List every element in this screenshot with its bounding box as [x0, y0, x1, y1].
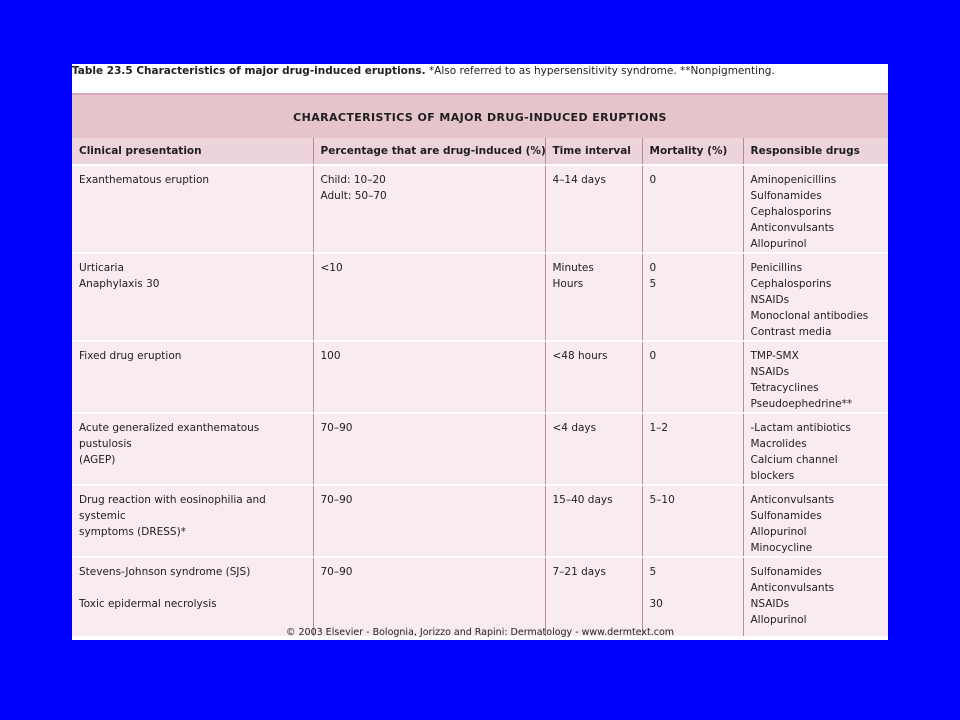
cell-percentage: 70–90 — [313, 557, 545, 637]
cell-responsible-drugs: Sulfonamides Anticonvulsants NSAIDs Allopurinol — [743, 557, 888, 637]
cell-time-interval: 4–14 days — [545, 165, 642, 253]
header-row — [72, 138, 888, 165]
table-row — [72, 557, 888, 637]
cell-clinical-presentation: Fixed drug eruption — [72, 341, 313, 413]
table-row — [72, 253, 888, 341]
cell-responsible-drugs: -Lactam antibiotics Macrolides Calcium channel blockers — [743, 413, 888, 485]
header-clinical-presentation: Clinical presentation — [72, 138, 313, 165]
cell-time-interval: <48 hours — [545, 341, 642, 413]
cell-percentage: <10 — [313, 253, 545, 341]
cell-clinical-presentation: Exanthematous eruption — [72, 165, 313, 253]
cell-mortality: 5 30 — [642, 557, 743, 637]
table-banner — [72, 93, 888, 139]
cell-responsible-drugs: TMP-SMX NSAIDs Tetracyclines Pseudoephedrine** — [743, 341, 888, 413]
header-percentage: Percentage that are drug-induced (%) — [313, 138, 545, 165]
cell-responsible-drugs: Penicillins Cephalosporins NSAIDs Monoclonal antibodies Contrast media — [743, 253, 888, 341]
cell-time-interval: 15–40 days — [545, 485, 642, 557]
cell-percentage: 70–90 — [313, 413, 545, 485]
cell-time-interval: <4 days — [545, 413, 642, 485]
table-row — [72, 341, 888, 413]
cell-responsible-drugs: Anticonvulsants Sulfonamides Allopurinol Minocycline — [743, 485, 888, 557]
cell-responsible-drugs: Aminopenicillins Sulfonamides Cephalosporins Anticonvulsants Allopurinol — [743, 165, 888, 253]
cell-mortality: 1–2 — [642, 413, 743, 485]
cell-mortality: 0 5 — [642, 253, 743, 341]
table-row — [72, 413, 888, 485]
header-mortality: Mortality (%) — [642, 138, 743, 165]
slide — [72, 64, 888, 640]
cell-time-interval: 7–21 days — [545, 557, 642, 637]
banner-title: CHARACTERISTICS OF MAJOR DRUG-INDUCED ERUPTIONS — [293, 110, 667, 124]
cell-percentage: Child: 10–20 Adult: 50–70 — [313, 165, 545, 253]
header-responsible-drugs: Responsible drugs — [743, 138, 888, 165]
table-row — [72, 485, 888, 557]
caption-label: Table 23.5 Characteristics of major drug-induced eruptions. — [72, 65, 426, 77]
table-row — [72, 165, 888, 253]
cell-clinical-presentation: Urticaria Anaphylaxis 30 — [72, 253, 313, 341]
cell-mortality: 0 — [642, 341, 743, 413]
header-time-interval: Time interval — [545, 138, 642, 165]
cell-mortality: 5–10 — [642, 485, 743, 557]
cell-mortality: 0 — [642, 165, 743, 253]
cell-percentage: 100 — [313, 341, 545, 413]
cell-clinical-presentation: Acute generalized exanthematous pustulosis (AGEP) — [72, 413, 313, 485]
caption-note: *Also referred to as hypersensitivity syndrome. **Nonpigmenting. — [425, 65, 775, 77]
cell-percentage: 70–90 — [313, 485, 545, 557]
cell-clinical-presentation: Stevens-Johnson syndrome (SJS) Toxic epidermal necrolysis — [72, 557, 313, 637]
cell-time-interval: Minutes Hours — [545, 253, 642, 341]
table-caption — [72, 64, 888, 78]
cell-clinical-presentation: Drug reaction with eosinophilia and systemic symptoms (DRESS)* — [72, 485, 313, 557]
copyright-footer: © 2003 Elsevier - Bolognia, Jorizzo and Rapini: Dermatology - www.dermtext.com — [285, 627, 675, 638]
eruptions-table — [72, 138, 888, 638]
